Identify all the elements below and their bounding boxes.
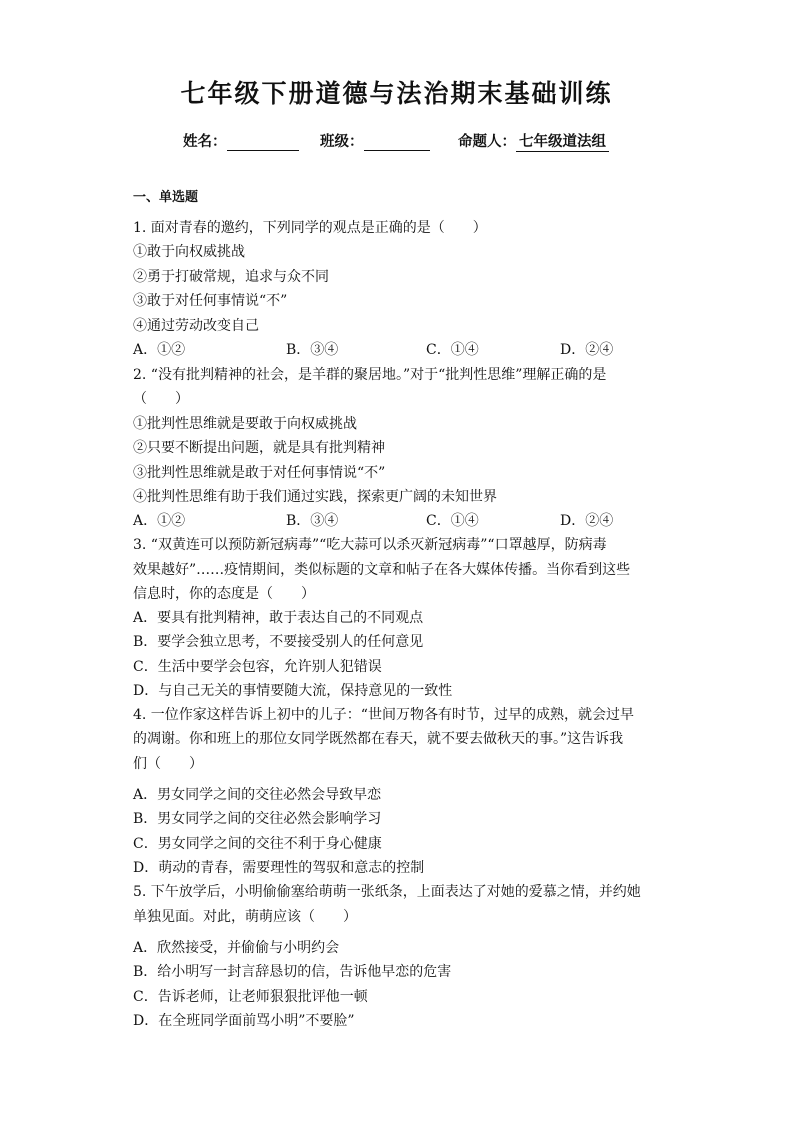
question-2-statement: ①批判性思维就是要敢于向权威挑战 [133,416,357,432]
option-b[interactable]: B．③④ [286,342,339,358]
option-c[interactable]: C．告诉老师，让老师狠狠批评他一顿 [133,989,368,1005]
question-1-stem: 1. 面对青春的邀约，下列同学的观点是正确的是（ ） [133,220,487,236]
option-d[interactable]: D．萌动的青春，需要理性的驾驭和意志的控制 [133,860,425,876]
option-a[interactable]: A．要具有批判精神，敢于表达自己的不同观点 [133,610,424,626]
question-5-stem: 单独见面。对此，萌萌应该（ ） [133,909,357,925]
option-c[interactable]: C．①④ [426,513,479,529]
question-3-stem: 效果越好”……疫情期间，类似标题的文章和帖子在各大媒体传播。当你看到这些 [133,562,631,578]
question-2-stem: 2. “没有批判精神的社会，是羊群的聚居地。”对于“批判性思维”理解正确的是 [133,367,607,383]
option-d[interactable]: D．在全班同学面前骂小明”不要脸” [133,1013,355,1029]
author-label: 命题人： [458,133,516,150]
class-label: 班级： [320,133,364,150]
question-2-stem: （ ） [133,391,189,407]
question-3-stem: 信息时，你的态度是（ ） [133,586,315,602]
question-1-statement: ④通过劳动改变自己 [133,318,259,334]
question-4-stem: 们（ ） [133,756,203,772]
question-2-statement: ②只要不断提出问题，就是具有批判精神 [133,440,385,456]
question-1-options [133,339,673,359]
option-b[interactable]: B．③④ [286,513,339,529]
option-d[interactable]: D．②④ [560,342,614,358]
question-4-stem: 4. 一位作家这样告诉上初中的儿子：“世间万物各有时节，过早的成熟，就会过早 [133,707,634,723]
question-2-options [133,510,673,530]
name-label: 姓名： [183,133,227,150]
name-group [183,130,299,151]
document-title: 七年级下册道德与法治期末基础训练 [180,79,613,108]
question-1-statement: ③敢于对任何事情说“不” [133,293,288,309]
question-2-statement: ④批判性思维有助于我们通过实践，探索更广阔的未知世界 [133,489,497,505]
name-blank[interactable] [227,136,299,151]
section-title: 一、单选题 [133,190,199,205]
option-a[interactable]: A．男女同学之间的交往必然会导致早恋 [133,787,382,803]
option-d[interactable]: D．与自己无关的事情要随大流，保持意见的一致性 [133,683,453,699]
question-1-statement: ①敢于向权威挑战 [133,244,245,260]
author-group [458,130,609,152]
question-2-statement: ③批判性思维就是敢于对任何事情说“不” [133,465,386,481]
option-b[interactable]: B．给小明写一封言辞恳切的信，告诉他早恋的危害 [133,964,452,980]
option-a[interactable]: A．①② [133,342,186,358]
option-c[interactable]: C．①④ [426,342,479,358]
option-c[interactable]: C．男女同学之间的交往不利于身心健康 [133,836,382,852]
option-b[interactable]: B．要学会独立思考，不要接受别人的任何意见 [133,634,424,650]
option-c[interactable]: C．生活中要学会包容，允许别人犯错误 [133,659,382,675]
class-group [320,130,430,151]
question-3-stem: 3. “双黄连可以预防新冠病毒”“吃大蒜可以杀灭新冠病毒”“口罩越厚，防病毒 [133,537,607,553]
question-5-stem: 5. 下午放学后，小明偷偷塞给萌萌一张纸条，上面表达了对她的爱慕之情，并约她 [133,884,641,900]
option-a[interactable]: A．欣然接受，并偷偷与小明约会 [133,940,340,956]
class-blank[interactable] [364,136,430,151]
option-a[interactable]: A．①② [133,513,186,529]
question-4-stem: 的凋谢。你和班上的那位女同学既然都在春天，就不要去做秋天的事。”这告诉我 [133,731,624,747]
author-value: 七年级道法组 [516,130,609,152]
option-d[interactable]: D．②④ [560,513,614,529]
option-b[interactable]: B．男女同学之间的交往必然会影响学习 [133,811,382,827]
question-1-statement: ②勇于打破常规，追求与众不同 [133,269,329,285]
